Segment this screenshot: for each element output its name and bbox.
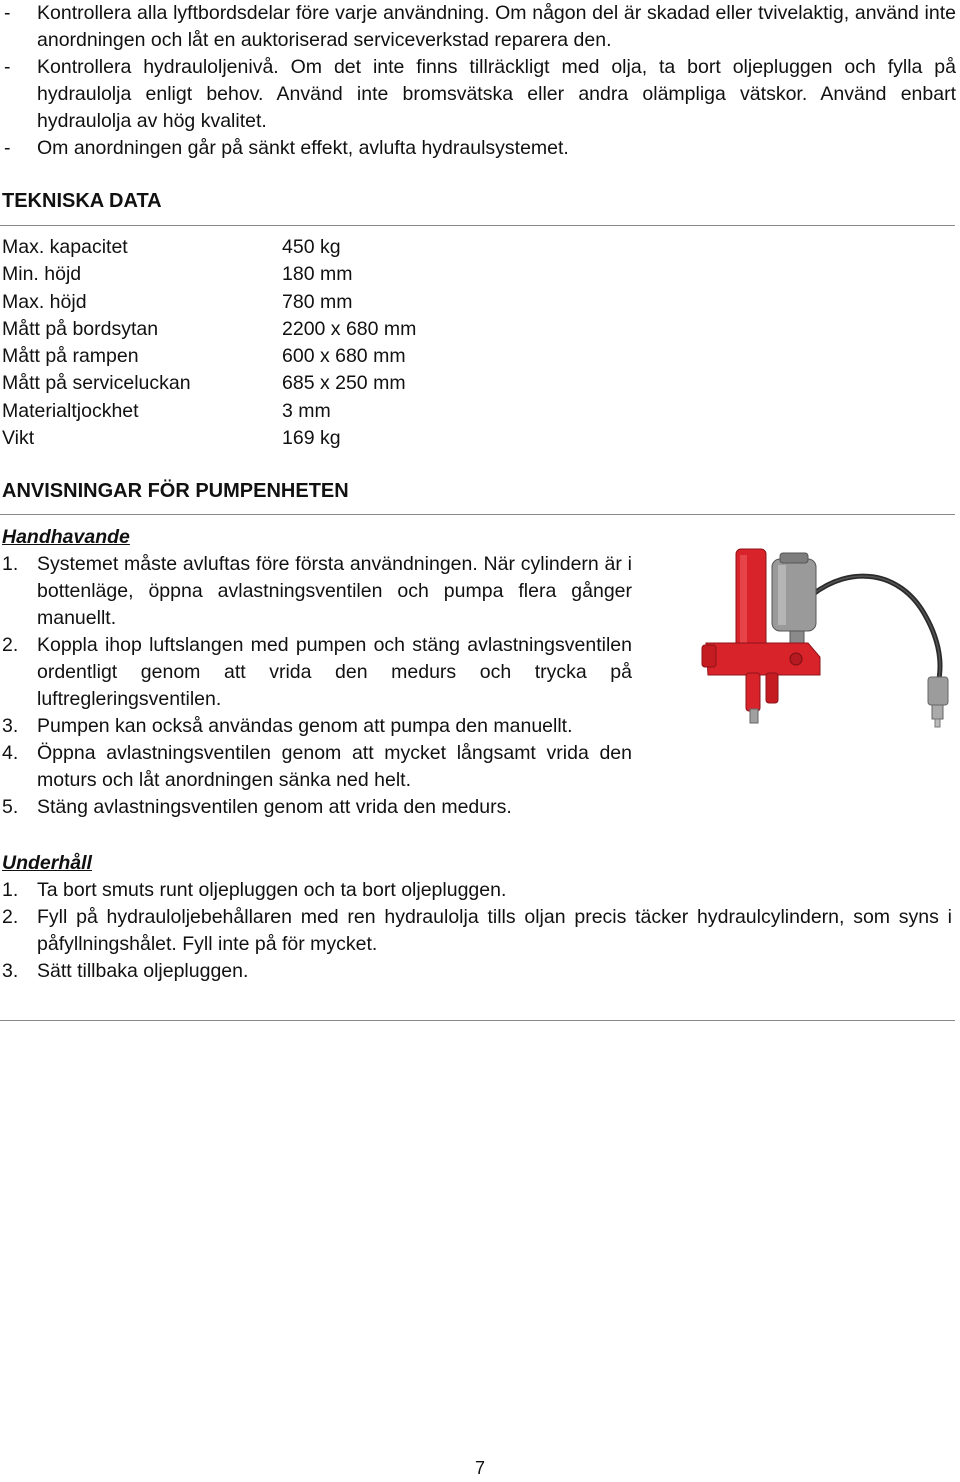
footer-divider <box>0 1020 955 1021</box>
spec-row: Max. kapacitet 450 kg <box>2 236 341 258</box>
list-item: - Om anordningen går på sänkt effekt, avlufta hydraulsystemet. <box>4 137 569 159</box>
list-item: 3. Sätt tillbaka oljepluggen. <box>2 960 249 982</box>
pump-unit-image <box>700 545 960 735</box>
spec-table <box>2 234 416 452</box>
spec-row: Materialtjockhet 3 mm <box>2 399 331 422</box>
list-item: 1. Systemet måste avluftas före första användningen. När cylindern är i bottenläge, öppna avlastningsventilen och pumpa flera gånger manuellt. <box>2 553 632 629</box>
spec-row: Vikt 169 kg <box>2 427 341 450</box>
list-item: 1. Ta bort smuts runt oljepluggen och ta bort oljepluggen. <box>2 879 507 901</box>
tech-data-heading: TEKNISKA DATA <box>2 190 162 212</box>
maintenance-subheading: Underhåll <box>2 852 92 874</box>
pump-instructions-heading: ANVISNINGAR FÖR PUMPENHETEN <box>2 480 349 502</box>
intro-bullet-list <box>4 0 956 162</box>
spec-row: Mått på rampen 600 x 680 mm <box>2 345 406 368</box>
spec-row: Max. höjd 780 mm <box>2 290 353 313</box>
list-item: 2. Fyll på hydrauloljebehållaren med ren hydraulolja tills oljan precis täcker hydraulcylindern, som syns i påfyllningshålet. Fyll inte på för mycket. <box>2 906 952 955</box>
list-item: 5. Stäng avlastningsventilen genom att vrida den medurs. <box>2 796 512 818</box>
handling-steps <box>2 551 632 821</box>
list-item: - Kontrollera hydrauloljenivå. Om det inte finns tillräckligt med olja, ta bort oljepluggen och fylla på hydraulolja enligt behov. Använd inte bromsvätska eller andra olämpliga vätskor. Använd enbart hydraulolja av hög kvalitet. <box>4 56 956 132</box>
list-item: 4. Öppna avlastningsventilen genom att mycket långsamt vrida den moturs och låt anordningen sänka ned helt. <box>2 742 632 791</box>
spec-row: Min. höjd 180 mm <box>2 263 353 286</box>
spec-row: Mått på bordsytan 2200 x 680 mm <box>2 317 417 340</box>
section-divider <box>0 225 955 226</box>
handling-subheading: Handhavande <box>2 526 130 548</box>
maintenance-steps <box>2 877 952 985</box>
spec-row: Mått på serviceluckan 685 x 250 mm <box>2 372 406 395</box>
list-item: - Kontrollera alla lyftbordsdelar före varje användning. Om någon del är skadad eller tvivelaktig, använd inte anordningen och låt en auktoriserad serviceverkstad reparera den. <box>4 2 956 51</box>
list-item: 3. Pumpen kan också användas genom att pumpa den manuellt. <box>2 715 573 737</box>
list-item: 2. Koppla ihop luftslangen med pumpen och stäng avlastningsventilen ordentligt genom att vrida den medurs och trycka på luftregleringsventilen. <box>2 634 632 710</box>
section-divider <box>0 514 955 515</box>
page-number: 7 <box>474 1458 485 1478</box>
